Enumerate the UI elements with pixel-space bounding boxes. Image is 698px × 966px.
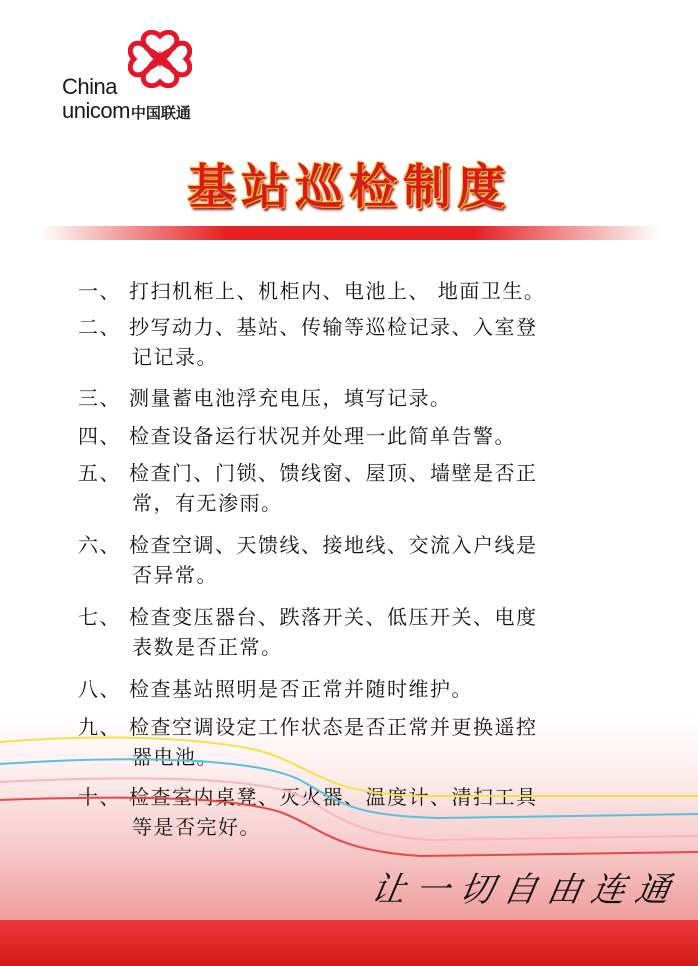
slogan: 让一切自由连通 — [367, 870, 683, 910]
rule-number: 五、 — [78, 461, 121, 485]
rule-text: 检查门、门锁、馈线窗、屋顶、墙壁是否正 — [129, 461, 538, 485]
bottom-red-band — [0, 920, 698, 966]
logo-text-china: China — [62, 74, 117, 99]
rule-text: 检查基站照明是否正常并随时维护。 — [129, 677, 473, 701]
rule-number: 六、 — [78, 533, 121, 557]
rule-number: 二、 — [78, 315, 121, 339]
rule-text-continued: 记记录。 — [132, 345, 218, 369]
rule-item-2 — [78, 312, 638, 372]
logo-text-row — [62, 98, 191, 124]
rule-text: 检查变压器台、跌落开关、低压开关、电度 — [129, 605, 538, 629]
rule-number: 一、 — [78, 279, 121, 303]
rule-number: 十、 — [78, 785, 121, 809]
rule-text-continued: 等是否完好。 — [132, 815, 261, 839]
logo-text-cn: 中国联通 — [130, 104, 191, 122]
rule-item-8 — [78, 674, 638, 704]
rule-text: 测量蓄电池浮充电压，填写记录。 — [129, 386, 452, 410]
rule-text: 检查室内桌凳、灭火器、温度计、清扫工具 — [129, 785, 538, 809]
rule-item-3 — [78, 383, 638, 413]
rule-text: 检查空调设定工作状态是否正常并更换遥控 — [129, 715, 538, 739]
rule-text-continued: 表数是否正常。 — [132, 635, 283, 659]
rule-item-4 — [78, 421, 638, 451]
rule-text-continued: 否异常。 — [132, 563, 218, 587]
rule-number: 四、 — [78, 424, 121, 448]
rule-text-continued: 器电池。 — [132, 745, 218, 769]
rule-number: 三、 — [78, 386, 121, 410]
rule-text-continued: 常，有无渗雨。 — [132, 491, 283, 515]
title-underline-bar — [40, 226, 660, 240]
china-unicom-knot-icon — [128, 30, 192, 88]
rule-item-7 — [78, 602, 638, 662]
rule-number: 九、 — [78, 715, 121, 739]
logo-text-unicom: unicom — [62, 98, 130, 123]
rule-text: 检查设备运行状况并处理一此简单告警。 — [129, 424, 516, 448]
china-unicom-logo — [62, 30, 232, 123]
page-title: 基站巡检制度 — [186, 159, 511, 215]
rule-text: 检查空调、天馈线、接地线、交流入户线是 — [129, 533, 538, 557]
rule-item-5 — [78, 458, 638, 518]
rule-number: 七、 — [78, 605, 121, 629]
rule-item-1 — [78, 276, 638, 306]
rule-text: 抄写动力、基站、传输等巡检记录、入室登 — [129, 315, 538, 339]
rule-item-6 — [78, 530, 638, 590]
rule-number: 八、 — [78, 677, 121, 701]
rule-text: 打扫机柜上、机柜内、电池上、 地面卫生。 — [129, 279, 546, 303]
